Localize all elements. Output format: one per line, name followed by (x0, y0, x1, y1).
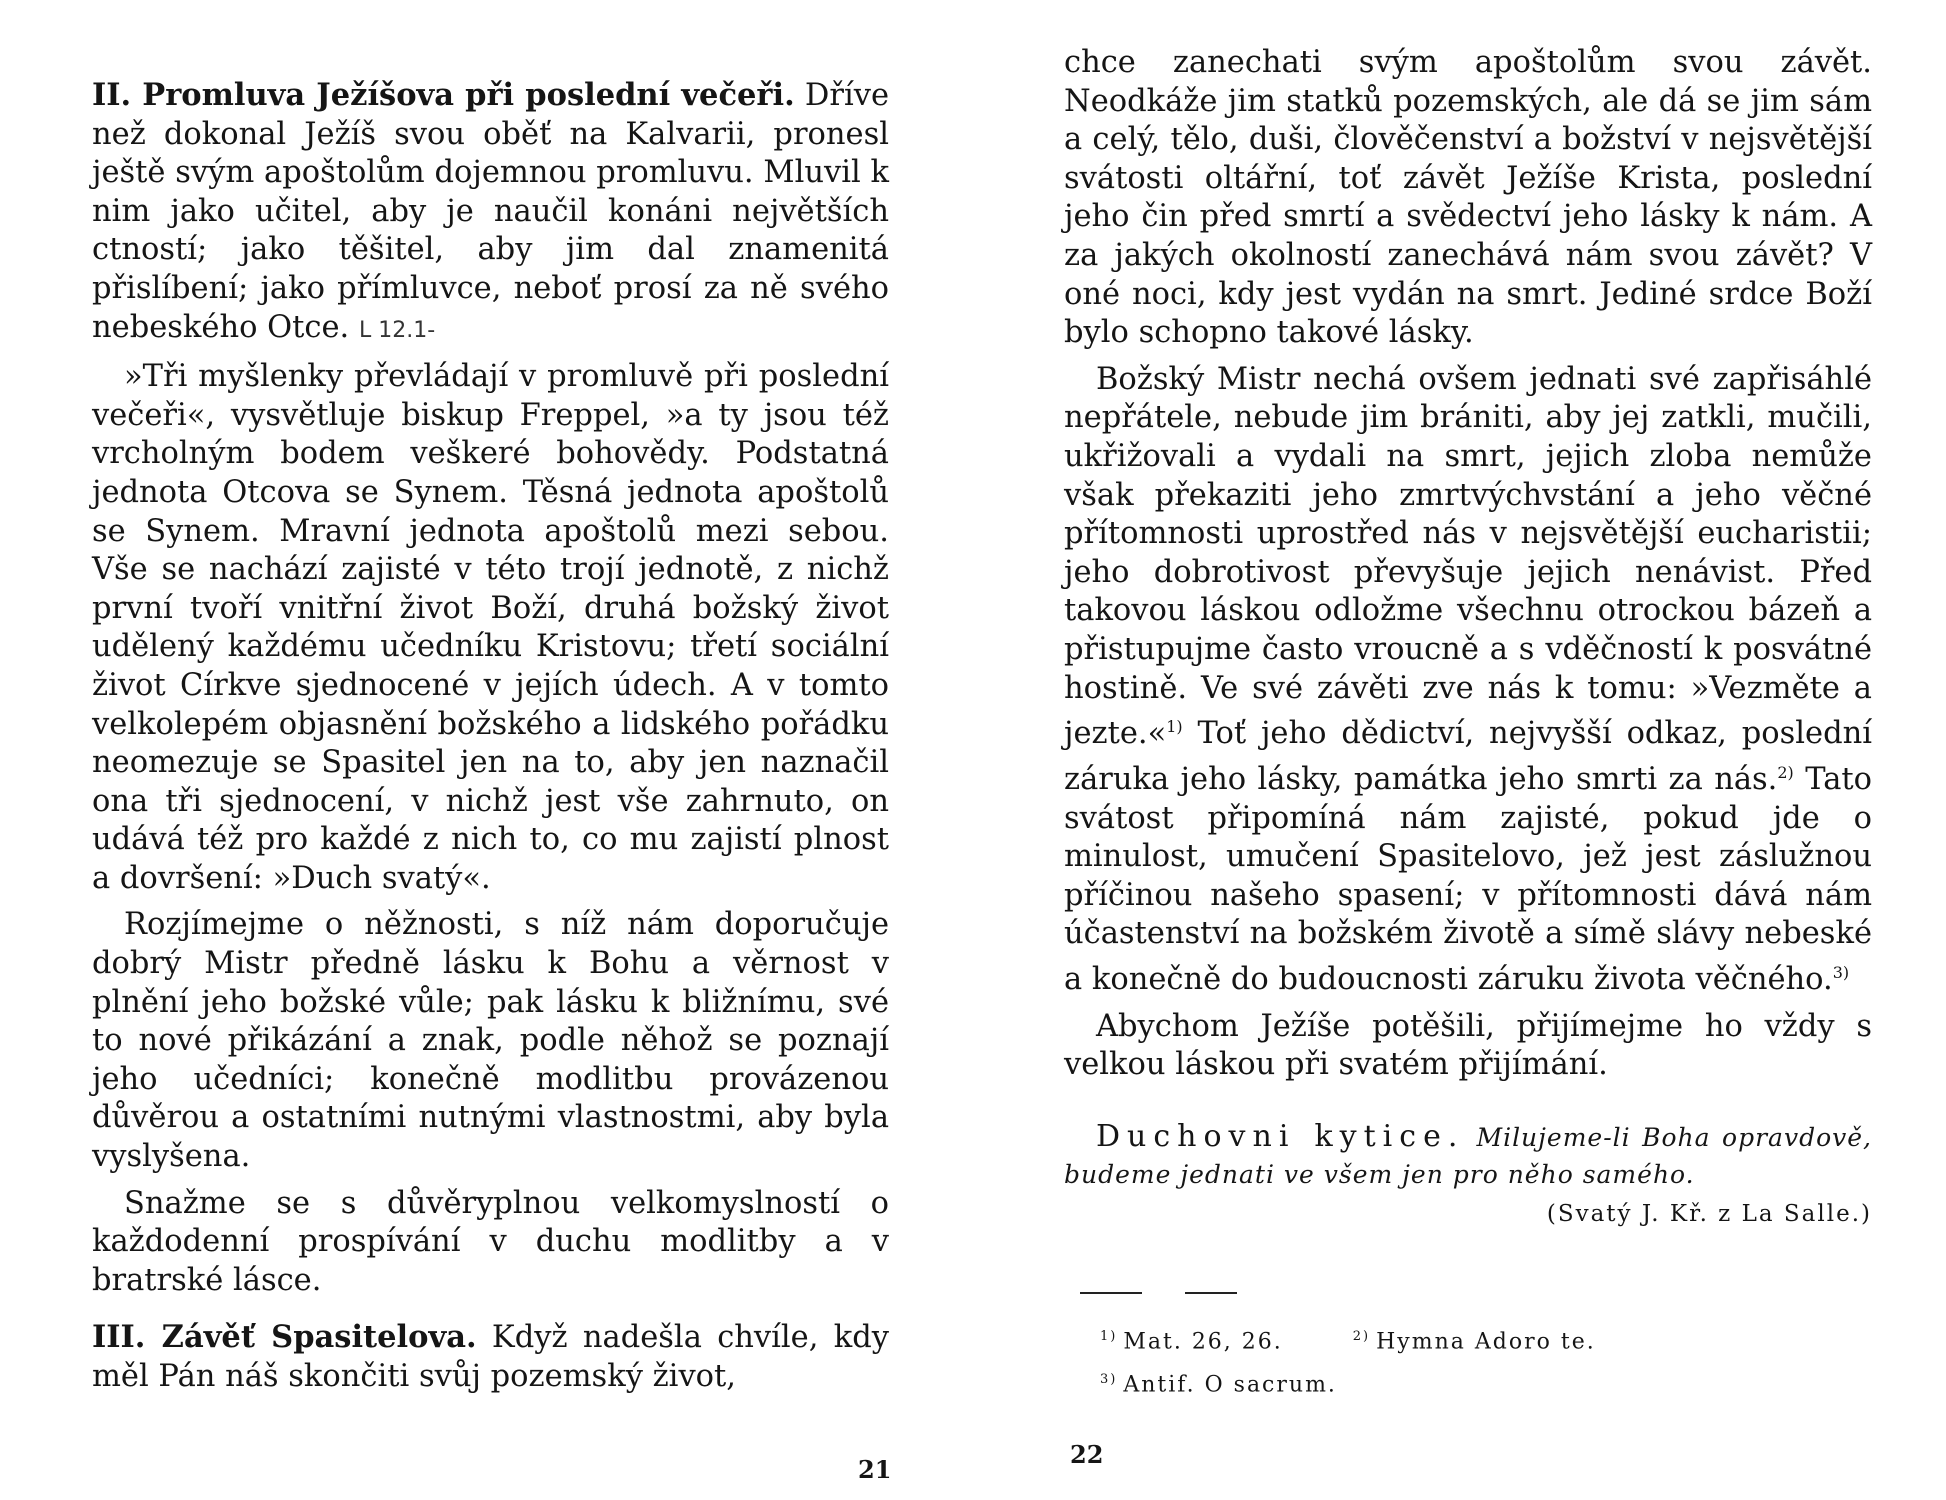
footnote-ref-1: 1) (1166, 717, 1183, 737)
paragraph-text: Když nadešla chvíle, kdy měl Pán náš skončiti svůj pozemský život, (92, 1320, 889, 1394)
paragraph-text: Dříve než dokonal Ježíš svou oběť na Kalvarii, pronesl ještě svým apoštolům dojemnou promluvu. Mluvil k nim jako učitel, aby je naučil konáni největších ctností; jako těšitel, aby jim dal znamenitá přislíbení; jako přímluvce, neboť prosí za ně svého nebeského Otce. (92, 78, 889, 345)
footnote-text: Hymna Adoro te. (1376, 1329, 1596, 1355)
spiritual-bouquet (1064, 1119, 1872, 1193)
left-page (0, 0, 960, 1500)
footnote-divider (1080, 1292, 1142, 1294)
footnote-mark: 3) (1100, 1372, 1118, 1388)
footnote-ref-3: 3) (1832, 962, 1850, 982)
section-heading-ii: II. Promluva Ježíšova při poslední večeři. (92, 77, 795, 113)
footnote-row (1100, 1361, 1596, 1404)
paragraph-snazme: Snažme se s důvěryplnou velkomyslností o každodenní prospívání v duchu modlitby a v bratrské lásce. (92, 1185, 889, 1298)
section-heading-iii: III. Závěť Spasitelova. (92, 1319, 477, 1356)
footnote-mark: 2) (1352, 1329, 1371, 1344)
paragraph-bozsky-mistr (1064, 361, 1872, 1000)
handwritten-note: L 12.1- (358, 317, 436, 343)
paragraph-rozjimejme: Rozjímejme o něžnosti, s níž nám doporučuje dobrý Mistr předně lásku k Bohu a věrnost v plnění jeho božské vůle; pak lásku k bližnímu, své to nové přikázání a znak, podle něhož se poznají jeho učedníci; konečně modlitbu provázenou důvěrou a ostatními nutnými vlastnostmi, aby byla vyslyšena. (92, 907, 889, 1175)
paragraph-text: Toť jeho dědictví, nejvyšší odkaz, poslední záruka jeho lásky, památka jeho smrti za nás. (1064, 716, 1872, 797)
page-number-right: 22 (1070, 1440, 1104, 1469)
paragraph-myslenky: »Tři myšlenky převládají v promluvě při poslední večeři«, vysvětluje biskup Freppel, »a ty jsou též vrcholným bodem veškeré bohovědy. Podstatná jednota Otcova se Synem. Těsná jednota apoštolů se Synem. Mravní jednota apoštolů mezi sebou. Vše se nachází zajisté v této trojí jednotě, z nichž první tvoří vnitřní život Boží, druhá božský život udělený každému učedníku Kristovu; třetí sociální život Církve sjednocené v jejích údech. A v tomto velkolepém objasnění božského a lidského pořádku neomezuje se Spasitel jen na to, aby jen naznačil ona tři sjednocení, v nichž jest vše zahrnuto, on udává též pro každé z nich to, co mu zajistí plnost a dovršení: »Duch svatý«. (92, 359, 889, 896)
right-page (1000, 0, 1946, 1500)
footnote-row (1100, 1318, 1596, 1361)
right-text-column (1064, 44, 1872, 1234)
footnote-ref-2: 2) (1777, 762, 1794, 782)
bouquet-lead: Duchovni kytice. (1096, 1118, 1465, 1154)
footnote-text: Antif. O sacrum. (1123, 1372, 1337, 1398)
bouquet-source: (Svatý J. Kř. z La Salle.) (1546, 1200, 1872, 1227)
footnotes (1100, 1318, 1596, 1405)
footnote-divider (1185, 1292, 1237, 1294)
paragraph-text: Božský Mistr nechá ovšem jednati své zapřisáhlé nepřátele, nebude jim brániti, aby jej zatkli, mučili, ukřižovali a vydali na smrt, jejich zloba nemůže však překaziti jeho zmrtvýchvstání a jeho věčné přítomnosti uprostřed nás v nejsvětější eucharistii; jeho dobrotivost převyšuje jejich nenávist. Před takovou láskou odložme všechnu otrockou bázeň a přistupujme často vroucně a s vděčností k posvátné hostině. Ve své závěti zve nás k tomu: »Vezměte a jezte.« (1064, 361, 1872, 752)
bouquet-quote: Milujeme-li Boha opravdově, budeme jednati ve všem jen pro něho samého. (1064, 1122, 1873, 1189)
paragraph-promluva (92, 76, 889, 350)
left-text-column (92, 76, 889, 1397)
page-number-left: 21 (858, 1455, 892, 1484)
footnote-mark: 1) (1100, 1329, 1118, 1344)
paragraph-zavet (92, 1318, 889, 1396)
paragraph-chce: chce zanechati svým apoštolům svou závět. Neodkáže jim statků pozemských, ale dá se jim sám a celý, tělo, duši, člověčenství a božství v nejsvětější svátosti oltářní, toť závět Ježíše Krista, poslední jeho čin před smrtí a svědectví jeho lásky k nám. A za jakých okolností zanechává nám svou závět? V oné noci, kdy jest vydán na smrt. Jediné srdce Boží bylo schopno takové lásky. (1064, 45, 1872, 351)
paragraph-abychom: Abychom Ježíše potěšili, přijímejme ho vždy s velkou láskou při svatém přijímání. (1064, 1008, 1872, 1083)
footnote-text: Mat. 26, 26. (1123, 1329, 1283, 1355)
paragraph-text: Tato svátost připomíná nám zajisté, pokud jde o minulost, umučení Spasitelovo, jež jest záslužnou příčinou našeho spasení; v přítomnosti dává nám účastenství na božském životě a símě slávy nebeské a konečně do budoucnosti záruku života věčného. (1064, 762, 1872, 998)
